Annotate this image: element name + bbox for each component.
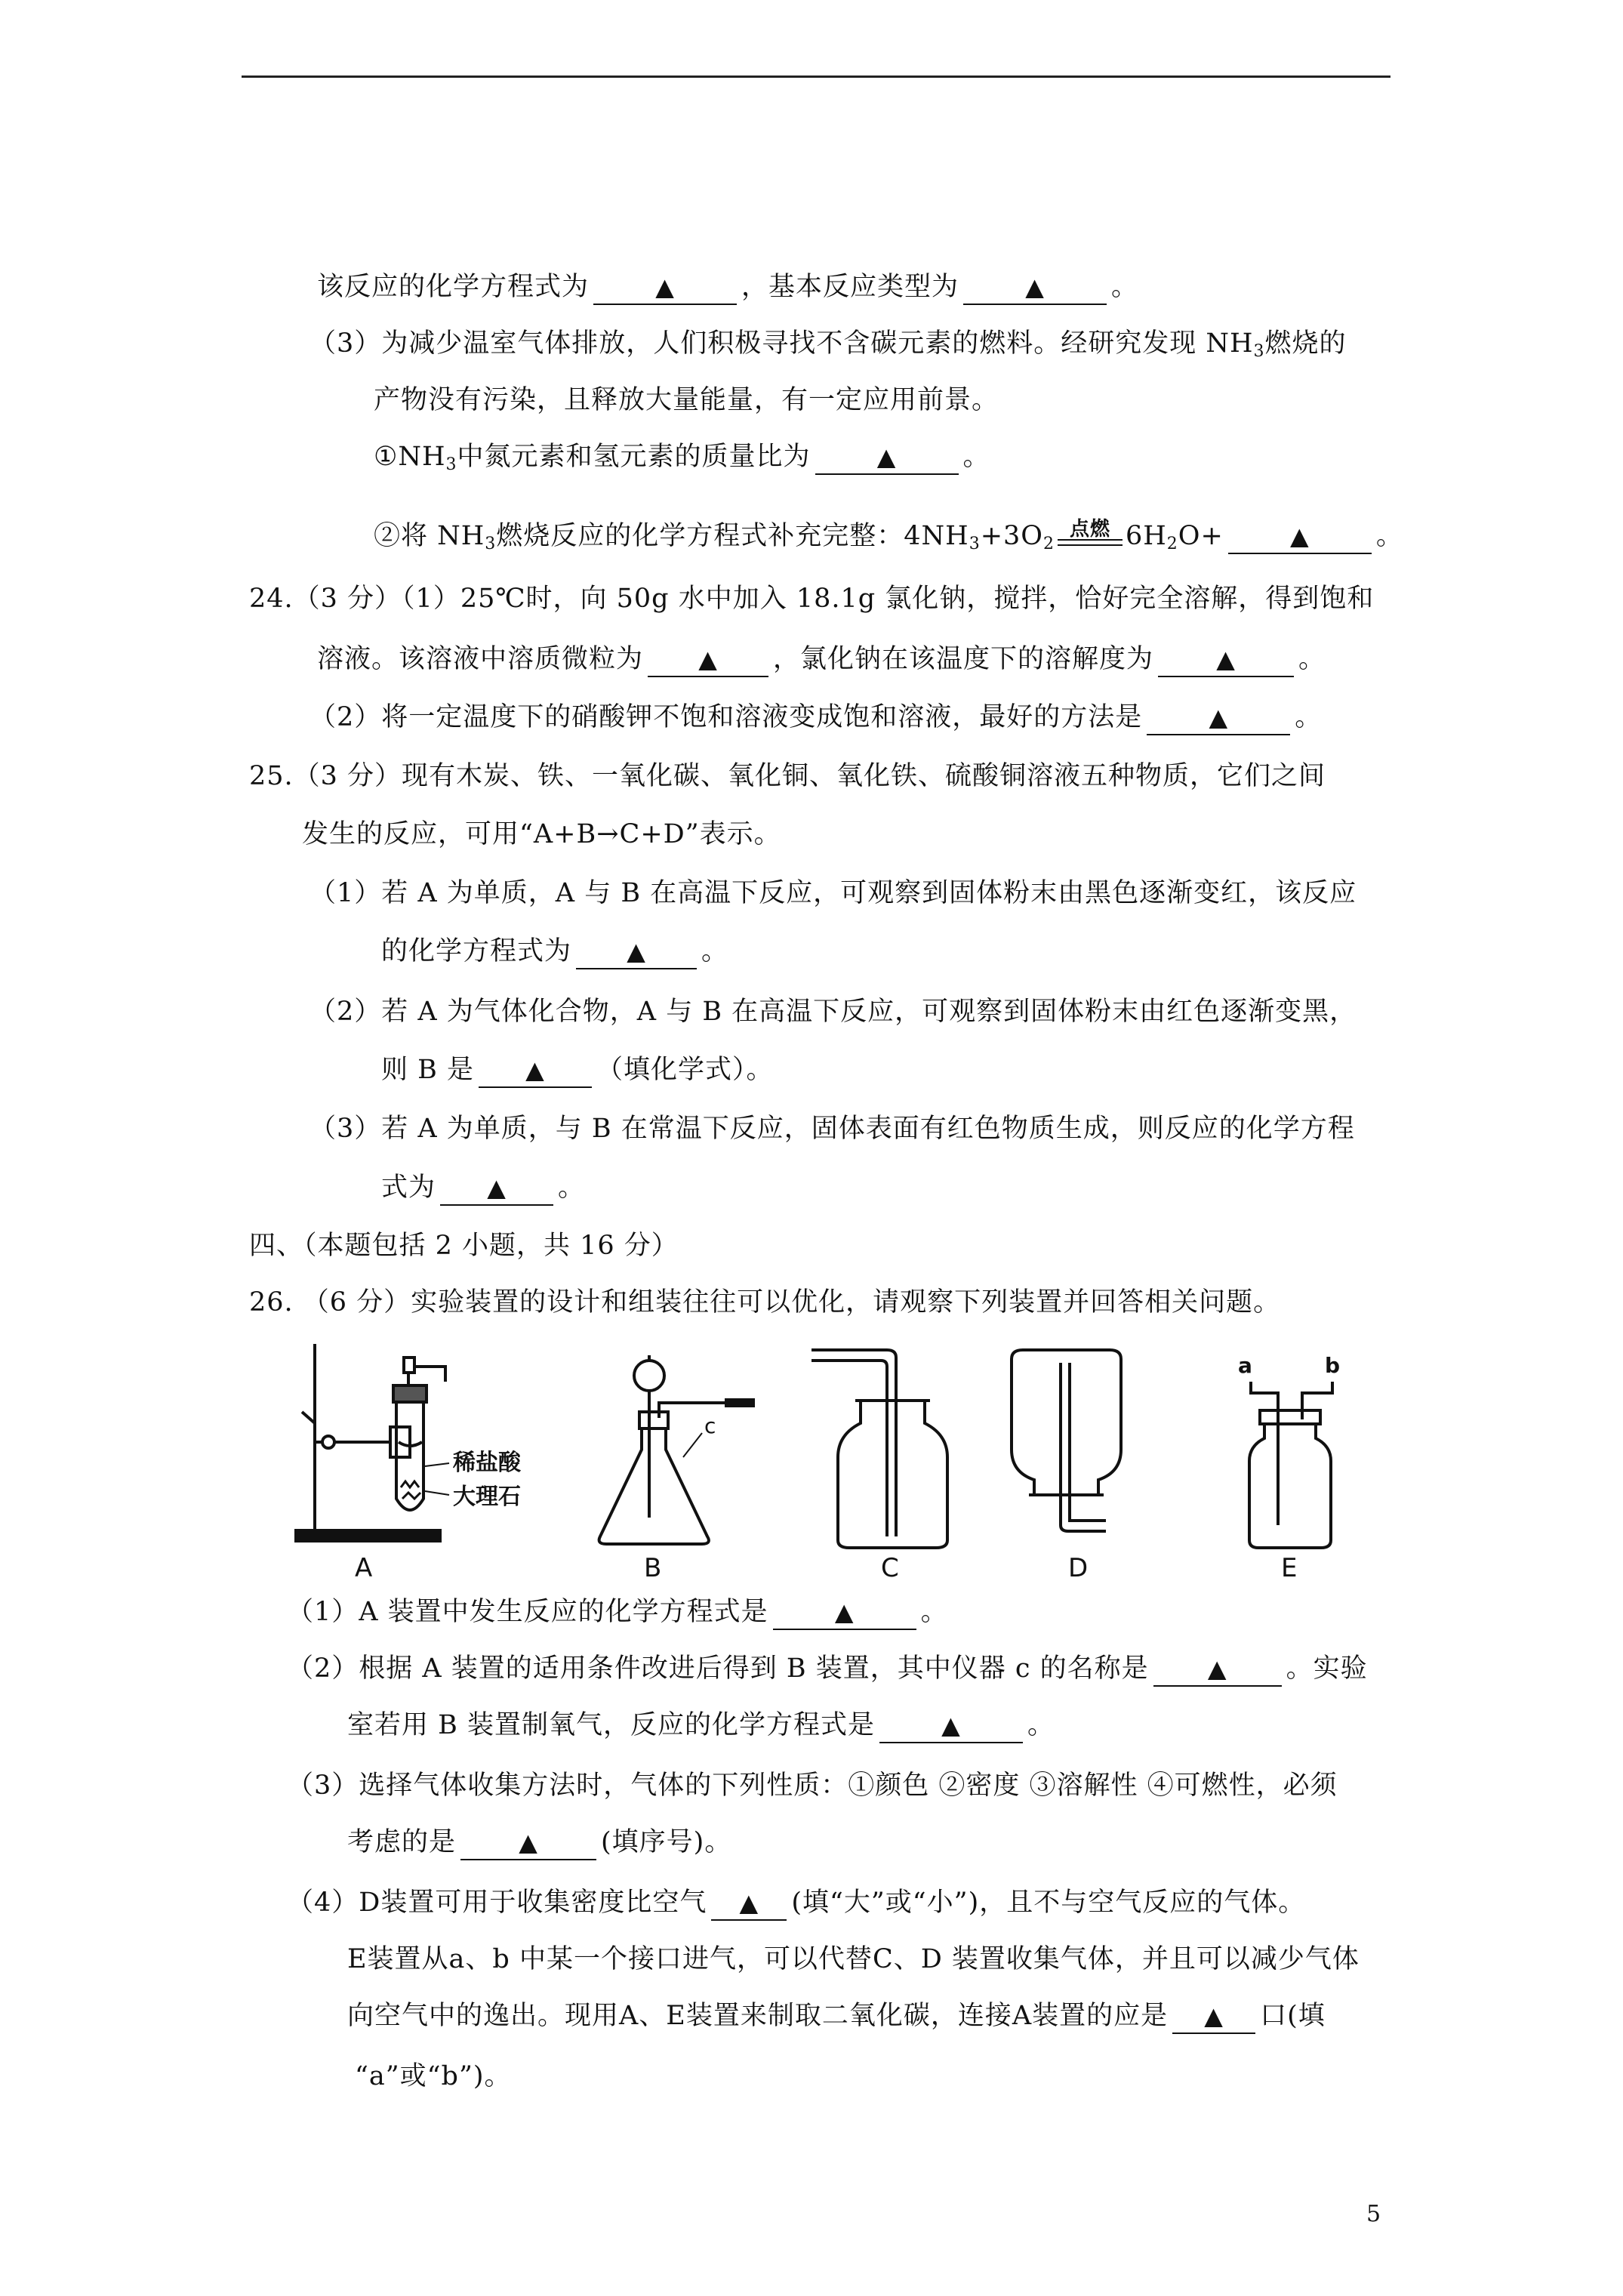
- blank-marker: ▲: [1209, 703, 1229, 732]
- text-run: 则 B 是: [381, 1055, 474, 1085]
- answer-blank[interactable]: [576, 935, 697, 969]
- label-marble: 大理石: [453, 1484, 521, 1510]
- text-line: [310, 874, 1357, 912]
- apparatus-a: [294, 1344, 522, 1578]
- text-run: ，氯化钠在该温度下的溶解度为: [773, 644, 1154, 674]
- text-run: E装置从a、b 中某一个接口进气，可以代替C、D 装置收集气体，并且可以减少气体: [347, 1944, 1360, 1974]
- text-line: [287, 1650, 1368, 1687]
- text-run: 。: [1295, 702, 1323, 732]
- apparatus-d: [1012, 1350, 1121, 1578]
- text-run: （2）将一定温度下的硝酸钾不饱和溶液变成饱和溶液，最好的方法是: [310, 702, 1143, 732]
- blank-marker: ▲: [1290, 522, 1310, 550]
- text-run: （2）根据 A 装置的适用条件改进后得到 B 装置，其中仪器 c 的名称是: [287, 1653, 1149, 1684]
- text-run: 。: [558, 1173, 586, 1203]
- blank-marker: ▲: [1216, 645, 1236, 673]
- text-run: 溶液。该溶液中溶质微粒为: [317, 644, 644, 674]
- text-run: 。: [920, 1597, 948, 1627]
- text-line: [374, 438, 990, 476]
- text-line: [381, 1169, 585, 1207]
- text-run: 燃烧的: [1264, 328, 1347, 359]
- text-line: [302, 815, 781, 853]
- blank-marker: ▲: [487, 1173, 507, 1202]
- answer-blank[interactable]: [479, 1053, 592, 1088]
- caption-b: B: [644, 1553, 662, 1578]
- subscript: 3: [1253, 342, 1265, 361]
- blank-marker: ▲: [1025, 273, 1045, 301]
- text-run: 。: [701, 936, 729, 966]
- blank-marker: ▲: [655, 273, 675, 301]
- text-line: [374, 517, 1403, 555]
- apparatus-b: [599, 1355, 755, 1578]
- text-run: +3O: [980, 521, 1043, 551]
- answer-blank[interactable]: [648, 643, 768, 677]
- text-run: 24.（3 分）（1）25℃时，向 50g 水中加入 18.1g 氯化钠，搅拌，恰好完全溶解，得到饱和: [249, 584, 1375, 614]
- text-run: 。实验: [1286, 1653, 1368, 1684]
- text-run: 产物没有污染，且释放大量能量，有一定应用前景。: [374, 385, 999, 415]
- answer-blank[interactable]: [1172, 1999, 1255, 2034]
- text-line: [347, 1997, 1326, 2035]
- answer-blank[interactable]: [879, 1709, 1023, 1743]
- subscript: 2: [1166, 535, 1178, 553]
- blank-marker: ▲: [525, 1056, 545, 1084]
- text-run: （3）若 A 为单质，与 B 在常温下反应，固体表面有红色物质生成，则反应的化学方程: [310, 1114, 1355, 1144]
- blank-marker: ▲: [876, 442, 897, 471]
- text-line: [347, 1940, 1360, 1978]
- text-line: [249, 1284, 1280, 1321]
- blank-marker: ▲: [941, 1711, 961, 1740]
- blank-marker: ▲: [1204, 2002, 1224, 2030]
- reaction-condition: 点燃: [1069, 517, 1110, 541]
- caption-c: C: [881, 1553, 899, 1578]
- text-run: 。: [1298, 644, 1326, 674]
- subscript: 3: [485, 535, 497, 553]
- text-line: [287, 1767, 1338, 1804]
- text-run: 。: [1111, 272, 1139, 302]
- apparatus-e: [1238, 1353, 1340, 1578]
- subscript: 2: [1043, 535, 1055, 553]
- text-run: 。: [962, 442, 990, 472]
- blank-marker: ▲: [627, 937, 646, 966]
- answer-blank[interactable]: [460, 1826, 596, 1860]
- text-run: 。: [1375, 521, 1403, 551]
- answer-blank[interactable]: [1153, 1652, 1282, 1687]
- text-run: 发生的反应，可用“A+B→C+D”表示。: [302, 819, 781, 849]
- text-run: 6H: [1126, 521, 1167, 551]
- label-b: b: [1325, 1353, 1341, 1378]
- text-line: [249, 757, 1326, 795]
- text-run: 室若用 B 装置制氧气，反应的化学方程式是: [347, 1710, 875, 1740]
- label-c: c: [704, 1413, 716, 1438]
- text-run: (填序号)。: [601, 1827, 732, 1857]
- text-line: [355, 2057, 512, 2095]
- blank-marker: ▲: [698, 645, 718, 673]
- blank-marker: ▲: [519, 1828, 538, 1857]
- text-run: 26. （6 分）实验装置的设计和组装往往可以优化，请观察下列装置并回答相关问题。: [249, 1287, 1281, 1318]
- caption-a: A: [355, 1553, 373, 1578]
- text-run: （3）选择气体收集方法时，气体的下列性质：①颜色 ②密度 ③溶解性 ④可燃性，必须: [287, 1771, 1338, 1801]
- text-line: [249, 580, 1374, 618]
- text-line: [287, 1884, 1305, 1922]
- answer-blank[interactable]: [440, 1171, 553, 1206]
- apparatus-figure: [291, 1336, 1385, 1578]
- answer-blank[interactable]: [963, 270, 1107, 305]
- text-run: （4）D装置可用于收集密度比空气: [287, 1888, 707, 1918]
- subscript: 3: [445, 455, 457, 474]
- answer-blank[interactable]: [1158, 643, 1294, 677]
- text-run: 的化学方程式为: [381, 936, 572, 966]
- text-line: [310, 1110, 1355, 1148]
- text-run: O+: [1178, 521, 1224, 551]
- blank-marker: ▲: [834, 1598, 855, 1626]
- text-line: [381, 932, 728, 970]
- text-run: 四、（本题包括 2 小题，共 16 分）: [249, 1231, 679, 1261]
- text-line: [310, 993, 1357, 1031]
- text-line: [310, 698, 1322, 736]
- text-line: [317, 268, 1138, 306]
- text-run: ，基本反应类型为: [741, 272, 959, 302]
- text-line: [347, 1706, 1055, 1744]
- label-hydrochloric-acid: 稀盐酸: [453, 1450, 521, 1476]
- caption-e: E: [1281, 1553, 1298, 1578]
- text-line: [381, 1051, 774, 1089]
- label-a: a: [1238, 1353, 1252, 1378]
- text-run: （1）A 装置中发生反应的化学方程式是: [287, 1597, 768, 1627]
- subscript: 3: [969, 535, 981, 553]
- text-run: 燃烧反应的化学方程式补充完整：4NH: [496, 521, 969, 551]
- text-run: 。: [1027, 1710, 1055, 1740]
- answer-blank[interactable]: [593, 270, 737, 305]
- text-run: “a”或“b”)。: [355, 2061, 512, 2091]
- text-run: 向空气中的逸出。现用A、E装置来制取二氧化碳，连接A装置的应是: [347, 2001, 1169, 2031]
- text-line: [287, 1593, 948, 1631]
- text-line: [317, 640, 1326, 678]
- answer-blank[interactable]: [773, 1595, 916, 1630]
- answer-blank[interactable]: [815, 440, 959, 475]
- text-line: [347, 1823, 731, 1861]
- text-line: [310, 325, 1347, 362]
- text-run: （3）为减少温室气体排放，人们积极寻找不含碳元素的燃料。经研究发现 NH: [310, 328, 1254, 359]
- text-run: （填化学式）。: [596, 1055, 774, 1085]
- blank-marker: ▲: [1207, 1654, 1227, 1683]
- text-run: ②将 NH: [374, 521, 485, 551]
- answer-blank[interactable]: [711, 1886, 787, 1921]
- blank-marker: ▲: [739, 1888, 759, 1917]
- text-run: 考虑的是: [347, 1827, 457, 1857]
- text-run: 口(填: [1260, 2001, 1326, 2031]
- text-line: [374, 381, 999, 419]
- apparatus-c: [812, 1350, 947, 1578]
- text-run: 25.（3 分）现有木炭、铁、一氧化碳、氧化铜、氧化铁、硫酸铜溶液五种物质，它们之间: [249, 761, 1326, 791]
- text-run: ①NH: [374, 442, 446, 472]
- text-run: 式为: [381, 1173, 436, 1203]
- text-run: 该反应的化学方程式为: [317, 272, 590, 302]
- text-run: （1）若 A 为单质，A 与 B 在高温下反应，可观察到固体粉末由黑色逐渐变红，该反应: [310, 878, 1357, 908]
- text-run: (填“大”或“小”)，且不与空气反应的气体。: [791, 1888, 1306, 1918]
- header-rule: [242, 76, 1390, 78]
- text-line: [249, 1227, 679, 1265]
- answer-blank[interactable]: [1147, 701, 1290, 735]
- text-run: （2）若 A 为气体化合物，A 与 B 在高温下反应，可观察到固体粉末由红色逐渐变黑，: [310, 997, 1357, 1027]
- page-number: 5: [1366, 2201, 1381, 2227]
- answer-blank[interactable]: [1228, 519, 1372, 554]
- caption-d: D: [1068, 1553, 1089, 1578]
- text-run: 中氮元素和氢元素的质量比为: [457, 442, 811, 472]
- reaction-equals-sign: [1058, 517, 1123, 554]
